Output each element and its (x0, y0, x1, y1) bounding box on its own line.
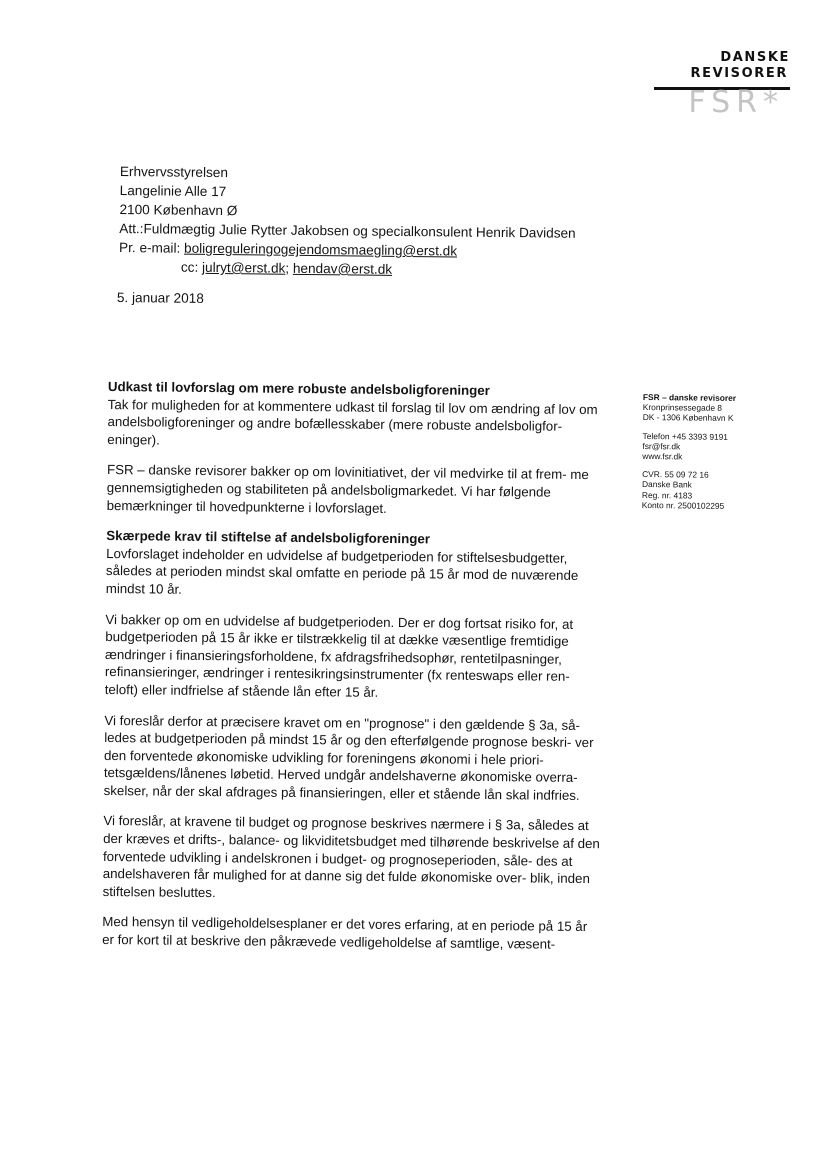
sender-email: fsr@fsr.dk (642, 440, 681, 452)
cc-email-link-1[interactable]: julryt@erst.dk (201, 259, 286, 276)
sender-bank: Danske Bank (641, 479, 692, 490)
paragraph-requirements: Vi foreslår, at kravene til budget og prognose beskrives nærmere i § 3a, således at der kræves et drifts-, balance- og likviditetsbudget med tilhørende beskrivelse af den forventede udvikling i andelskronen i budget- og prognoseperioden, såle- des at andelshaveren får mulighed for at danne sig det fulde økonomiske over- blik, inden stiftelsen besluttes. (102, 813, 600, 900)
paragraph-budget-period: Vi bakker op om en udvidelse af budgetperioden. Der er dog fortsat risiko for, at budgetperioden på 15 år ikke er tilstrækkelig til at dække væsentlige fremtidige ændringer i finansieringsforholdene, fx afdragsfrihedsophør, rentetilpasninger, refinansieringer, ændringer i rentesikringsinstrumenter (fx renteswaps eller ren- teloft) eller indfrielse af stående lån efter 15 år. (104, 611, 574, 700)
recipient-city: 2100 København Ø (119, 201, 238, 219)
attention-text: Fuldmægtig Julie Rytter Jakobsen og specialkonsulent Henrik Davidsen (143, 221, 576, 241)
sender-info (642, 392, 793, 512)
paragraph-proposal: Lovforslaget indeholder en udvidelse af budgetperioden for stiftelsesbudgetter, således at perioden mindst skal omfatte en periode på 15 år mod de nuværende mindst 10 år. (105, 545, 579, 597)
email-label: Pr. e-mail: (119, 239, 181, 256)
logo-line-revisorer: REVISORER (690, 66, 788, 81)
sender-cvr: CVR. 55 09 72 16 (642, 469, 709, 480)
cc-label: cc: (180, 259, 199, 275)
attention-label: Att.: (119, 220, 144, 237)
section-heading: Skærpede krav til stiftelse af andelsboligforeninger (106, 528, 431, 547)
paragraph-maintenance: Med hensyn til vedligeholdelsesplaner er det vores erfaring, at en periode på 15 år er for kort til at beskrive den påkrævede vedligeholdelse af samtlige, væsent- (102, 914, 588, 952)
recipient-name: Erhvervsstyrelsen (119, 163, 229, 181)
sender-account: Konto nr. 2500102295 (641, 499, 725, 511)
letter-date: 5. januar 2018 (116, 290, 204, 306)
logo-line-danske: DANSKE (720, 50, 790, 65)
recipient-address (119, 162, 577, 281)
sender-reg: Reg. nr. 4183 (641, 489, 693, 501)
fsr-logo (640, 50, 790, 120)
sender-web: www.fsr.dk (642, 451, 683, 462)
logo-fsr-mark: FSR* (688, 85, 784, 120)
cc-separator: ; (285, 260, 290, 276)
paragraph-intro: Tak for muligheden for at kommentere udkast til forslag til lov om ændring af lov om andelsboligforeninger og andre bofællesskaber (mere robuste andelsboligfor- eninger). (107, 396, 598, 448)
letter-title: Udkast til lovforslag om mere robuste andelsboligforeninger (107, 378, 490, 398)
sender-street: Kronprinsessegade 8 (642, 402, 723, 414)
sender-city: DK - 1306 København K (642, 412, 734, 424)
letter-body (102, 378, 608, 967)
paragraph-prognosis: Vi foreslår derfor at præcisere kravet om en "prognose" i den gældende § 3a, så- ledes at budgetperioden på mindst 15 år og den efterfølgende prognose beskri- ver den forventede økonomiske udvikling for foreningens økonomi i hele priori- tetsgældens/lånenes løbetid. Herved undgår andelshaverne økonomiske overra- skelser, når der skal afdrages på finansieringen, eller et stående lån skal indfries. (103, 712, 594, 803)
sender-org: FSR – danske revisorer (642, 392, 737, 403)
recipient-email-link[interactable]: boligreguleringogejendomsmaegling@erst.dk (183, 240, 458, 259)
cc-email-link-2[interactable]: hendav@erst.dk (292, 260, 393, 277)
recipient-street: Langelinie Alle 17 (119, 182, 227, 200)
cc-line (119, 257, 576, 281)
paragraph-support: FSR – danske revisorer bakker op om lovinitiativet, der vil medvirke til at frem- me gennemsigtigheden og stabiliteten på andelsboligmarkedet. Vi har følgende bemærkninger til hovedpunkterne i lovforslaget. (106, 462, 589, 516)
sender-phone: Telefon +45 3393 9191 (642, 430, 729, 442)
